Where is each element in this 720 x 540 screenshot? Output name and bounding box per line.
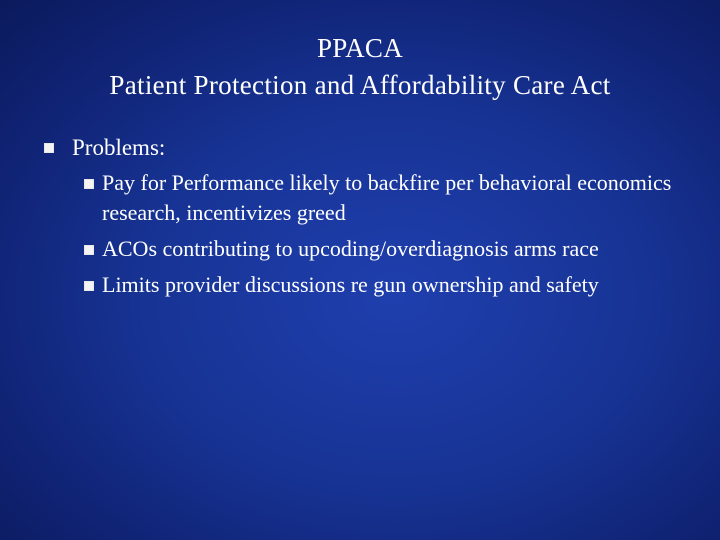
sub-bullet-item <box>44 234 694 264</box>
slide-body <box>44 132 694 306</box>
title-line-1: PPACA <box>316 33 404 63</box>
title-line-2: Patient Protection and Affordability Care Act <box>109 70 611 100</box>
sub-bullet-text: ACOs contributing to upcoding/overdiagnosis arms race <box>102 236 599 261</box>
sub-bullet-text: Limits provider discussions re gun ownership and safety <box>102 272 599 297</box>
square-bullet-icon <box>44 143 54 153</box>
slide-title <box>20 30 700 104</box>
square-bullet-icon <box>84 281 94 291</box>
square-bullet-icon <box>84 179 94 189</box>
sub-bullet-item <box>44 270 694 300</box>
bullet-label: Problems: <box>72 135 166 160</box>
square-bullet-icon <box>84 245 94 255</box>
sub-bullet-list <box>44 168 694 300</box>
bullet-problems <box>44 132 694 164</box>
sub-bullet-item <box>44 168 694 228</box>
sub-bullet-text: Pay for Performance likely to backfire per behavioral economics research, incentivizes greed <box>102 170 672 225</box>
